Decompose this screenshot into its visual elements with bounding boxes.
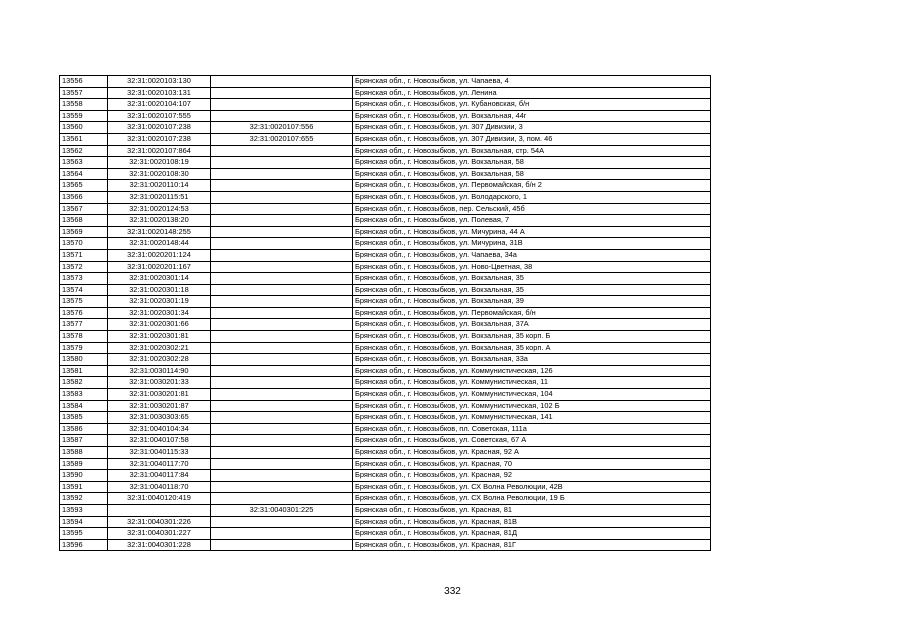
- address-cell: Брянская обл., г. Новозыбков, ул. Вокзальная, 39: [353, 296, 711, 308]
- linked-cadastral-number-cell: [211, 180, 353, 192]
- linked-cadastral-number-cell: [211, 284, 353, 296]
- row-number-cell: 13575: [60, 296, 108, 308]
- table-row: [60, 168, 711, 180]
- address-cell: Брянская обл., г. Новозыбков, ул. Красная, 81Д: [353, 528, 711, 540]
- address-cell: Брянская обл., г. Новозыбков, ул. Красная, 92: [353, 470, 711, 482]
- address-cell: Брянская обл., г. Новозыбков, ул. Кубановская, б/н: [353, 99, 711, 111]
- row-number-cell: 13590: [60, 470, 108, 482]
- row-number-cell: 13559: [60, 110, 108, 122]
- row-number-cell: 13557: [60, 87, 108, 99]
- address-cell: Брянская обл., г. Новозыбков, ул. Вокзальная, 35 корп. А: [353, 342, 711, 354]
- table-row: [60, 331, 711, 343]
- table-row: [60, 423, 711, 435]
- cadastral-number-cell: 32:31:0040107:58: [108, 435, 211, 447]
- table-row: [60, 481, 711, 493]
- cadastral-number-cell: 32:31:0020107:238: [108, 122, 211, 134]
- linked-cadastral-number-cell: [211, 157, 353, 169]
- cadastral-number-cell: 32:31:0040115:33: [108, 447, 211, 459]
- linked-cadastral-number-cell: [211, 389, 353, 401]
- linked-cadastral-number-cell: [211, 319, 353, 331]
- linked-cadastral-number-cell: 32:31:0020107:655: [211, 133, 353, 145]
- linked-cadastral-number-cell: [211, 99, 353, 111]
- table-row: [60, 435, 711, 447]
- address-cell: Брянская обл., г. Новозыбков, ул. Полевая, 7: [353, 215, 711, 227]
- table-row: [60, 145, 711, 157]
- address-cell: Брянская обл., г. Новозыбков, ул. Мичурина, 44 А: [353, 226, 711, 238]
- linked-cadastral-number-cell: [211, 238, 353, 250]
- table-row: [60, 76, 711, 88]
- table-row: [60, 319, 711, 331]
- cadastral-number-cell: 32:31:0020124:53: [108, 203, 211, 215]
- linked-cadastral-number-cell: [211, 76, 353, 88]
- row-number-cell: 13583: [60, 389, 108, 401]
- row-number-cell: 13585: [60, 412, 108, 424]
- cadastral-number-cell: 32:31:0020107:555: [108, 110, 211, 122]
- linked-cadastral-number-cell: [211, 365, 353, 377]
- address-cell: Брянская обл., г. Новозыбков, ул. Советская, 67 А: [353, 435, 711, 447]
- row-number-cell: 13572: [60, 261, 108, 273]
- table-row: [60, 470, 711, 482]
- address-cell: Брянская обл., г. Новозыбков, пл. Советская, 111а: [353, 423, 711, 435]
- cadastral-number-cell: 32:31:0020302:21: [108, 342, 211, 354]
- cadastral-number-cell: 32:31:0040301:228: [108, 539, 211, 551]
- address-cell: Брянская обл., г. Новозыбков, ул. Первомайская, б/н: [353, 307, 711, 319]
- row-number-cell: 13579: [60, 342, 108, 354]
- address-cell: Брянская обл., г. Новозыбков, пер. Сельский, 45б: [353, 203, 711, 215]
- linked-cadastral-number-cell: [211, 377, 353, 389]
- linked-cadastral-number-cell: [211, 168, 353, 180]
- linked-cadastral-number-cell: [211, 215, 353, 227]
- cadastral-number-cell: 32:31:0020301:34: [108, 307, 211, 319]
- cadastral-number-cell: 32:31:0020301:81: [108, 331, 211, 343]
- table-row: [60, 528, 711, 540]
- table-row: [60, 504, 711, 516]
- cadastral-number-cell: 32:31:0020301:66: [108, 319, 211, 331]
- linked-cadastral-number-cell: [211, 249, 353, 261]
- table-row: [60, 226, 711, 238]
- table-row: [60, 307, 711, 319]
- row-number-cell: 13594: [60, 516, 108, 528]
- cadastral-number-cell: 32:31:0020103:130: [108, 76, 211, 88]
- linked-cadastral-number-cell: [211, 110, 353, 122]
- table-row: [60, 180, 711, 192]
- row-number-cell: 13593: [60, 504, 108, 516]
- row-number-cell: 13565: [60, 180, 108, 192]
- table-row: [60, 412, 711, 424]
- cadastral-number-cell: 32:31:0030201:87: [108, 400, 211, 412]
- row-number-cell: 13591: [60, 481, 108, 493]
- cadastral-number-cell: 32:31:0020115:51: [108, 191, 211, 203]
- row-number-cell: 13560: [60, 122, 108, 134]
- address-cell: Брянская обл., г. Новозыбков, ул. Володарского, 1: [353, 191, 711, 203]
- linked-cadastral-number-cell: [211, 203, 353, 215]
- address-cell: Брянская обл., г. Новозыбков, ул. Красная, 81: [353, 504, 711, 516]
- address-cell: Брянская обл., г. Новозыбков, ул. Вокзальная, 35: [353, 273, 711, 285]
- row-number-cell: 13562: [60, 145, 108, 157]
- cadastral-number-cell: 32:31:0020301:18: [108, 284, 211, 296]
- cadastral-number-cell: 32:31:0020138:20: [108, 215, 211, 227]
- cadastral-number-cell: 32:31:0030114:90: [108, 365, 211, 377]
- address-cell: Брянская обл., г. Новозыбков, ул. Коммунистическая, 104: [353, 389, 711, 401]
- cadastral-number-cell: 32:31:0020108:30: [108, 168, 211, 180]
- cadastral-number-cell: 32:31:0020302:28: [108, 354, 211, 366]
- row-number-cell: 13584: [60, 400, 108, 412]
- address-cell: Брянская обл., г. Новозыбков, ул. Вокзальная, 37А: [353, 319, 711, 331]
- row-number-cell: 13556: [60, 76, 108, 88]
- linked-cadastral-number-cell: [211, 516, 353, 528]
- row-number-cell: 13568: [60, 215, 108, 227]
- cadastral-number-cell: 32:31:0030201:33: [108, 377, 211, 389]
- row-number-cell: 13587: [60, 435, 108, 447]
- cadastral-number-cell: 32:31:0030303:65: [108, 412, 211, 424]
- linked-cadastral-number-cell: [211, 447, 353, 459]
- address-cell: Брянская обл., г. Новозыбков, ул. Вокзальная, 35 корп. Б: [353, 331, 711, 343]
- linked-cadastral-number-cell: [211, 539, 353, 551]
- row-number-cell: 13566: [60, 191, 108, 203]
- address-cell: Брянская обл., г. Новозыбков, ул. Вокзальная, 58: [353, 157, 711, 169]
- property-table: [59, 75, 711, 551]
- table-row: [60, 447, 711, 459]
- table-row: [60, 354, 711, 366]
- cadastral-number-cell: 32:31:0040117:70: [108, 458, 211, 470]
- linked-cadastral-number-cell: [211, 261, 353, 273]
- address-cell: Брянская обл., г. Новозыбков, ул. Первомайская, б/н 2: [353, 180, 711, 192]
- address-cell: Брянская обл., г. Новозыбков, ул. 307 Дивизии, 3: [353, 122, 711, 134]
- table-row: [60, 203, 711, 215]
- table-row: [60, 377, 711, 389]
- table-row: [60, 122, 711, 134]
- address-cell: Брянская обл., г. Новозыбков, ул. Коммунистическая, 141: [353, 412, 711, 424]
- linked-cadastral-number-cell: [211, 342, 353, 354]
- table-row: [60, 342, 711, 354]
- table-row: [60, 539, 711, 551]
- linked-cadastral-number-cell: [211, 435, 353, 447]
- table-row: [60, 238, 711, 250]
- row-number-cell: 13595: [60, 528, 108, 540]
- row-number-cell: 13596: [60, 539, 108, 551]
- linked-cadastral-number-cell: 32:31:0020107:556: [211, 122, 353, 134]
- cadastral-number-cell: 32:31:0020110:14: [108, 180, 211, 192]
- row-number-cell: 13577: [60, 319, 108, 331]
- linked-cadastral-number-cell: [211, 481, 353, 493]
- property-table-body: [60, 76, 711, 551]
- linked-cadastral-number-cell: [211, 145, 353, 157]
- linked-cadastral-number-cell: 32:31:0040301:225: [211, 504, 353, 516]
- address-cell: Брянская обл., г. Новозыбков, ул. Мичурина, 31В: [353, 238, 711, 250]
- cadastral-number-cell: 32:31:0020103:131: [108, 87, 211, 99]
- table-row: [60, 157, 711, 169]
- linked-cadastral-number-cell: [211, 400, 353, 412]
- cadastral-number-cell: 32:31:0040104:34: [108, 423, 211, 435]
- table-row: [60, 133, 711, 145]
- address-cell: Брянская обл., г. Новозыбков, ул. Ново-Цветная, 38: [353, 261, 711, 273]
- page-number: 332: [444, 586, 461, 597]
- row-number-cell: 13588: [60, 447, 108, 459]
- linked-cadastral-number-cell: [211, 307, 353, 319]
- address-cell: Брянская обл., г. Новозыбков, ул. Чапаева, 4: [353, 76, 711, 88]
- cadastral-number-cell: 32:31:0020107:238: [108, 133, 211, 145]
- address-cell: Брянская обл., г. Новозыбков, ул. Красная, 81В: [353, 516, 711, 528]
- cadastral-number-cell: 32:31:0040301:227: [108, 528, 211, 540]
- table-row: [60, 458, 711, 470]
- linked-cadastral-number-cell: [211, 493, 353, 505]
- address-cell: Брянская обл., г. Новозыбков, ул. Вокзальная, стр. 54А: [353, 145, 711, 157]
- table-row: [60, 296, 711, 308]
- cadastral-number-cell: 32:31:0020148:255: [108, 226, 211, 238]
- address-cell: Брянская обл., г. Новозыбков, ул. Коммунистическая, 126: [353, 365, 711, 377]
- row-number-cell: 13589: [60, 458, 108, 470]
- table-row: [60, 389, 711, 401]
- row-number-cell: 13561: [60, 133, 108, 145]
- linked-cadastral-number-cell: [211, 296, 353, 308]
- address-cell: Брянская обл., г. Новозыбков, ул. Вокзальная, 33а: [353, 354, 711, 366]
- row-number-cell: 13580: [60, 354, 108, 366]
- cadastral-number-cell: 32:31:0020148:44: [108, 238, 211, 250]
- cadastral-number-cell: 32:31:0020108:19: [108, 157, 211, 169]
- cadastral-number-cell: [108, 504, 211, 516]
- address-cell: Брянская обл., г. Новозыбков, ул. Красная, 81Г: [353, 539, 711, 551]
- table-row: [60, 365, 711, 377]
- address-cell: Брянская обл., г. Новозыбков, ул. Вокзальная, 35: [353, 284, 711, 296]
- address-cell: Брянская обл., г. Новозыбков, ул. СХ Волна Революции, 42В: [353, 481, 711, 493]
- row-number-cell: 13592: [60, 493, 108, 505]
- cadastral-number-cell: 32:31:0020301:14: [108, 273, 211, 285]
- table-row: [60, 400, 711, 412]
- table-row: [60, 191, 711, 203]
- table-row: [60, 87, 711, 99]
- row-number-cell: 13569: [60, 226, 108, 238]
- row-number-cell: 13573: [60, 273, 108, 285]
- address-cell: Брянская обл., г. Новозыбков, ул. Ленина: [353, 87, 711, 99]
- address-cell: Брянская обл., г. Новозыбков, ул. Вокзальная, 58: [353, 168, 711, 180]
- cadastral-number-cell: 32:31:0020301:19: [108, 296, 211, 308]
- cadastral-number-cell: 32:31:0040118:70: [108, 481, 211, 493]
- cadastral-number-cell: 32:31:0040301:226: [108, 516, 211, 528]
- table-row: [60, 284, 711, 296]
- address-cell: Брянская обл., г. Новозыбков, ул. Красная, 92 А: [353, 447, 711, 459]
- address-cell: Брянская обл., г. Новозыбков, ул. Вокзальная, 44г: [353, 110, 711, 122]
- address-cell: Брянская обл., г. Новозыбков, ул. Красная, 70: [353, 458, 711, 470]
- table-row: [60, 493, 711, 505]
- table-row: [60, 110, 711, 122]
- cadastral-number-cell: 32:31:0020201:167: [108, 261, 211, 273]
- linked-cadastral-number-cell: [211, 87, 353, 99]
- address-cell: Брянская обл., г. Новозыбков, ул. Коммунистическая, 102 Б: [353, 400, 711, 412]
- cadastral-number-cell: 32:31:0030201:81: [108, 389, 211, 401]
- table-row: [60, 261, 711, 273]
- row-number-cell: 13570: [60, 238, 108, 250]
- cadastral-number-cell: 32:31:0020201:124: [108, 249, 211, 261]
- table-row: [60, 273, 711, 285]
- row-number-cell: 13574: [60, 284, 108, 296]
- row-number-cell: 13586: [60, 423, 108, 435]
- linked-cadastral-number-cell: [211, 354, 353, 366]
- table-row: [60, 516, 711, 528]
- cadastral-number-cell: 32:31:0040117:84: [108, 470, 211, 482]
- linked-cadastral-number-cell: [211, 423, 353, 435]
- cadastral-number-cell: 32:31:0020104:107: [108, 99, 211, 111]
- row-number-cell: 13563: [60, 157, 108, 169]
- row-number-cell: 13582: [60, 377, 108, 389]
- cadastral-number-cell: 32:31:0040120:419: [108, 493, 211, 505]
- table-row: [60, 99, 711, 111]
- table-row: [60, 249, 711, 261]
- address-cell: Брянская обл., г. Новозыбков, ул. 307 Дивизии, 3, пом. 46: [353, 133, 711, 145]
- row-number-cell: 13571: [60, 249, 108, 261]
- linked-cadastral-number-cell: [211, 528, 353, 540]
- address-cell: Брянская обл., г. Новозыбков, ул. Чапаева, 34а: [353, 249, 711, 261]
- cadastral-number-cell: 32:31:0020107:864: [108, 145, 211, 157]
- linked-cadastral-number-cell: [211, 191, 353, 203]
- table-row: [60, 215, 711, 227]
- linked-cadastral-number-cell: [211, 226, 353, 238]
- linked-cadastral-number-cell: [211, 273, 353, 285]
- linked-cadastral-number-cell: [211, 470, 353, 482]
- row-number-cell: 13567: [60, 203, 108, 215]
- linked-cadastral-number-cell: [211, 412, 353, 424]
- row-number-cell: 13564: [60, 168, 108, 180]
- row-number-cell: 13576: [60, 307, 108, 319]
- address-cell: Брянская обл., г. Новозыбков, ул. СХ Волна Революции, 19 Б: [353, 493, 711, 505]
- row-number-cell: 13558: [60, 99, 108, 111]
- row-number-cell: 13578: [60, 331, 108, 343]
- row-number-cell: 13581: [60, 365, 108, 377]
- linked-cadastral-number-cell: [211, 331, 353, 343]
- address-cell: Брянская обл., г. Новозыбков, ул. Коммунистическая, 11: [353, 377, 711, 389]
- linked-cadastral-number-cell: [211, 458, 353, 470]
